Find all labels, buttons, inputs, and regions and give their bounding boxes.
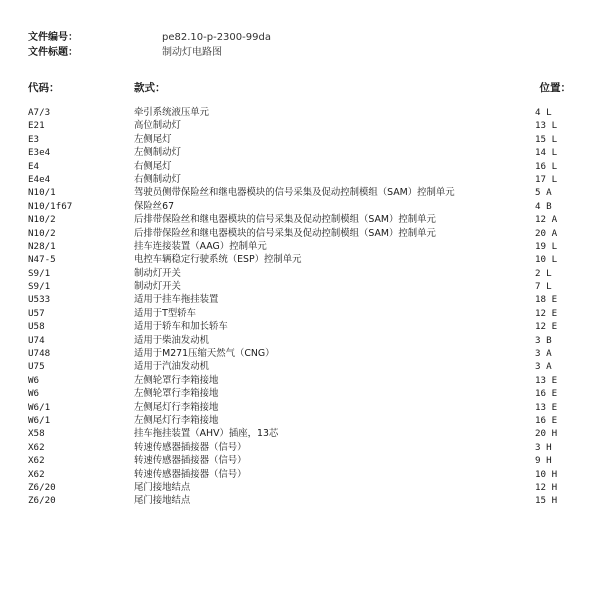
row-model: 左侧尾灯 (134, 133, 172, 145)
row-position: 12 E (535, 307, 558, 319)
table-row (0, 494, 601, 507)
row-code: U533 (28, 294, 51, 306)
row-model: 挂车连接装置（AAG）控制单元 (134, 240, 267, 252)
row-code: U58 (28, 321, 45, 333)
table-row (0, 213, 601, 226)
row-position: 9 H (535, 455, 552, 467)
row-position: 16 E (535, 388, 558, 400)
table-row (0, 280, 601, 293)
row-position: 16 L (535, 160, 558, 172)
row-model: 转速传感器插接器（信号） (134, 455, 247, 467)
row-position: 12 E (535, 321, 558, 333)
doc-number-value: pe82.10-p-2300-99da (162, 32, 271, 43)
table-row (0, 133, 601, 146)
row-position: 7 L (535, 281, 552, 293)
row-code: U74 (28, 334, 45, 346)
doc-number-label: 文件编号： (28, 32, 78, 43)
row-model: 左侧制动灯 (134, 147, 181, 159)
row-model: 左侧尾灯行李箱接地 (134, 401, 219, 413)
row-code: U57 (28, 307, 45, 319)
row-position: 2 L (535, 267, 552, 279)
table-row (0, 360, 601, 373)
row-model: 尾门接地结点 (134, 495, 191, 507)
row-code: E3e4 (28, 147, 51, 159)
header-code: 代码： (28, 82, 60, 94)
row-code: W6/1 (28, 414, 51, 426)
row-code: W6 (28, 388, 40, 400)
row-position: 4 L (535, 107, 552, 118)
table-row (0, 293, 601, 306)
table-row (0, 468, 601, 481)
row-code: N10/2 (28, 227, 56, 239)
table-row (0, 454, 601, 467)
table-row (0, 307, 601, 320)
row-position: 3 A (535, 361, 552, 373)
table-row (0, 160, 601, 173)
row-code: U75 (28, 361, 45, 373)
table-row (0, 253, 601, 266)
row-position: 13 L (535, 120, 558, 132)
row-model: 左侧轮罩行李箱接地 (134, 374, 219, 386)
row-model: 右侧制动灯 (134, 173, 181, 185)
table-row (0, 387, 601, 400)
row-position: 19 L (535, 240, 558, 252)
row-code: N10/1 (28, 187, 56, 199)
row-model: 电控车辆稳定行驶系统（ESP）控制单元 (134, 254, 302, 266)
row-position: 20 H (535, 428, 558, 440)
row-code: N47-5 (28, 254, 56, 266)
row-code: U748 (28, 348, 51, 360)
table-row (0, 401, 601, 414)
row-position: 4 B (535, 200, 552, 212)
row-code: N10/2 (28, 214, 56, 226)
row-position: 15 H (535, 495, 558, 507)
row-code: E21 (28, 120, 45, 132)
row-model: 适用于挂车拖挂装置 (134, 294, 219, 306)
row-model: 右侧尾灯 (134, 160, 172, 172)
row-position: 13 E (535, 401, 558, 413)
row-code: X62 (28, 468, 45, 480)
header-position: 位置： (539, 82, 571, 94)
row-model: 制动灯开关 (134, 267, 181, 279)
row-code: E4 (28, 160, 40, 172)
header-model: 款式： (134, 82, 166, 94)
row-position: 15 L (535, 133, 558, 145)
table-row (0, 334, 601, 347)
table-row (0, 200, 601, 213)
row-position: 16 E (535, 414, 558, 426)
row-model: 适用于柴油发动机 (134, 334, 210, 346)
row-code: S9/1 (28, 281, 51, 293)
row-position: 14 L (535, 147, 558, 159)
table-row (0, 173, 601, 186)
table-row (0, 347, 601, 360)
table-row (0, 267, 601, 280)
row-model: 高位制动灯 (134, 120, 181, 132)
table-row (0, 441, 601, 454)
row-model: 转速传感器插接器（信号） (134, 468, 247, 480)
row-model: 挂车拖挂装置（AHV）插座，13芯 (134, 428, 279, 440)
table-row (0, 320, 601, 333)
row-code: W6/1 (28, 401, 51, 413)
row-position: 3 H (535, 441, 552, 453)
row-code: N28/1 (28, 240, 56, 252)
table-row (0, 186, 601, 199)
row-model: 适用于T型轿车 (134, 307, 196, 319)
row-model: 适用于轿车和加长轿车 (134, 321, 228, 333)
row-model: 尾门接地结点 (134, 481, 191, 493)
doc-title-label: 文件标题： (28, 47, 78, 58)
table-row (0, 227, 601, 240)
row-position: 13 E (535, 374, 558, 386)
row-model: 后排带保险丝和继电器模块的信号采集及促动控制模组（SAM）控制单元 (134, 227, 436, 239)
doc-title-value: 制动灯电路图 (162, 47, 222, 58)
row-model: 左侧尾灯行李箱接地 (134, 414, 219, 426)
row-code: E3 (28, 133, 40, 145)
row-model: 驾驶员侧带保险丝和继电器模块的信号采集及促动控制模组（SAM）控制单元 (134, 187, 455, 199)
table-row (0, 414, 601, 427)
row-model: 适用于汽油发动机 (134, 361, 210, 373)
row-code: X62 (28, 441, 45, 453)
row-position: 20 A (535, 227, 558, 239)
row-code: X58 (28, 428, 45, 440)
table-header (0, 81, 601, 95)
table-row (0, 427, 601, 440)
row-position: 10 H (535, 468, 558, 480)
row-model: 左侧轮罩行李箱接地 (134, 388, 219, 400)
row-position: 17 L (535, 173, 558, 185)
row-code: X62 (28, 455, 45, 467)
table-row (0, 481, 601, 494)
row-code: E4e4 (28, 173, 51, 185)
row-code: A7/3 (28, 107, 51, 118)
table-row (0, 146, 601, 159)
table-row (0, 240, 601, 253)
component-table (0, 106, 601, 508)
row-position: 10 L (535, 254, 558, 266)
table-row (0, 106, 601, 119)
row-position: 18 E (535, 294, 558, 306)
row-code: Z6/20 (28, 481, 56, 493)
table-row (0, 119, 601, 132)
row-position: 5 A (535, 187, 552, 199)
row-position: 12 A (535, 214, 558, 226)
row-model: 后排带保险丝和继电器模块的信号采集及促动控制模组（SAM）控制单元 (134, 214, 436, 226)
row-code: N10/1f67 (28, 200, 73, 212)
row-position: 3 B (535, 334, 552, 346)
row-model: 适用于M271压缩天然气（CNG） (134, 348, 275, 360)
row-position: 12 H (535, 481, 558, 493)
row-model: 制动灯开关 (134, 281, 181, 293)
row-code: S9/1 (28, 267, 51, 279)
row-model: 保险丝67 (134, 200, 175, 212)
table-row (0, 374, 601, 387)
row-code: Z6/20 (28, 495, 56, 507)
row-model: 牵引系统液压单元 (134, 107, 210, 118)
row-model: 转速传感器插接器（信号） (134, 441, 247, 453)
row-code: W6 (28, 374, 40, 386)
row-position: 3 A (535, 348, 552, 360)
